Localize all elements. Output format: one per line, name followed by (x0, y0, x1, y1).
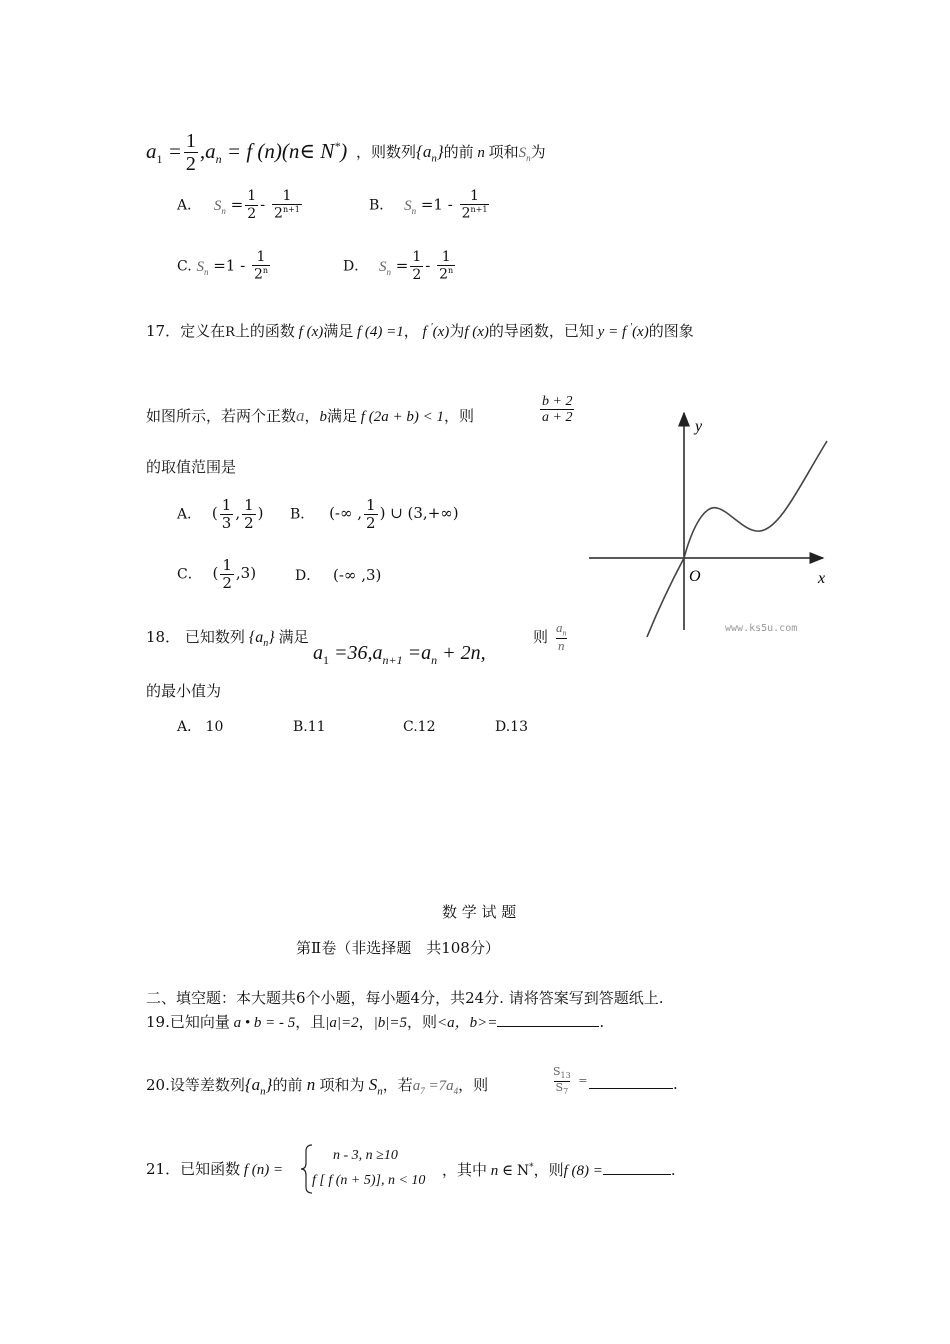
q18-option-b: B.11 (293, 719, 326, 735)
q20-answer-blank[interactable] (589, 1076, 673, 1089)
q16-option-d: D． $S_n$ = $\frac{1}{2}$ - $\frac{1}{2^n}$ (343, 249, 454, 284)
q16-stem-text4: 为 (530, 143, 546, 161)
q20-ratio: $\frac{S_{13}}{S_7}$ = (553, 1065, 588, 1097)
q21-answer-blank[interactable] (603, 1162, 671, 1175)
curve-f-prime (647, 441, 827, 637)
q16-stem-text: ，则数列 (356, 143, 417, 161)
q18-line1: 18． 已知数列 $\{a_n\}$ 满足 (146, 628, 309, 650)
section-subtitle: 第Ⅱ卷（非选择题 共108分） (296, 939, 500, 957)
q17-option-c: C． ( $\frac{1}{2}$ ,3) (177, 556, 257, 592)
q21-case2: f [ f (n + 5)], n < 10 (312, 1173, 426, 1188)
q16-option-b: B． $S_n =1$ - $\frac{1}{2^{n+1}}$ (369, 188, 488, 223)
q20: 20.设等差数列$\{a_n\}$的前 n 项和为 $S_n$，若$a_7 =7a_4$，则 (146, 1075, 489, 1098)
q19: 19.已知向量 a • b = - 5，且|a|=2，|b|=5，则<a，b>= . (146, 1013, 605, 1031)
q18-then: 则 (533, 628, 549, 646)
q16-stem-text2: 的前 (443, 143, 474, 161)
q18-option-d: D.13 (495, 719, 528, 735)
q21-case1: n - 3, n ≥10 (333, 1148, 398, 1163)
q16-formula: $a_1$ = $\frac{1}{2}$ $,a_n = f$ (n)(n∈ N*) (146, 130, 348, 175)
q21-lead: 21．已知函数 f (n) = (146, 1160, 284, 1178)
q18-option-a: A． 10 (177, 719, 224, 735)
derivative-graph (585, 405, 845, 645)
q17-line1: 17．定义在R上的函数 f (x)满足 f (4) =1， f ′(x)为f (x)的导函数，已知 y = f ′(x)的图象 (146, 322, 694, 340)
q16-stem: ，则数列$\{a_n\}$的前 n 项和$S_n$为 (356, 142, 546, 165)
section-title: 数 学 试 题 (442, 903, 517, 921)
q21-tail: ，其中 n ∈ N*，则f (8) = . (442, 1161, 676, 1179)
q17-line3: 的取值范围是 (146, 458, 237, 476)
q18-recurrence: $a_1 =36,a_{n+1} =a_n + 2n$, (313, 642, 486, 667)
q17-option-a: A． ( $\frac{1}{3}$ , $\frac{1}{2}$ ) (177, 496, 264, 532)
q17-ratio: $\frac{b + 2}{a + 2}$ (542, 394, 573, 426)
x-axis-label: x (818, 570, 826, 587)
q20-answer: . (589, 1076, 678, 1092)
q16-option-c: C. $S_n =1$ - $\frac{1}{2^n}$ (177, 249, 269, 284)
q16-option-a: A． $S_n$ = $\frac{1}{2}$ - $\frac{1}{2^{n+1}}$ (177, 188, 300, 223)
section-instructions: 二、填空题：本大题共6个小题，每小题4分，共24分. 请将答案写到答题纸上. (146, 989, 664, 1007)
q17-line2: 如图所示，若两个正数a，b满足 f (2a + b) < 1，则 (146, 406, 474, 425)
origin-label: O (689, 568, 701, 585)
q18-ratio: $\frac{a_n}{n}$ (556, 620, 567, 654)
q17-option-d: D． (-∞ ,3) (295, 566, 382, 584)
y-axis-label: y (695, 418, 703, 435)
q18-option-c: C.12 (403, 719, 436, 735)
q18-line2: 的最小值为 (146, 682, 222, 700)
watermark: www.ks5u.com (725, 623, 798, 634)
q19-answer-blank[interactable] (497, 1014, 599, 1027)
q16-stem-text3: 项和 (488, 143, 519, 161)
q17-option-b: B． (-∞ , $\frac{1}{2}$ ) ∪ (3,+∞) (290, 496, 459, 532)
